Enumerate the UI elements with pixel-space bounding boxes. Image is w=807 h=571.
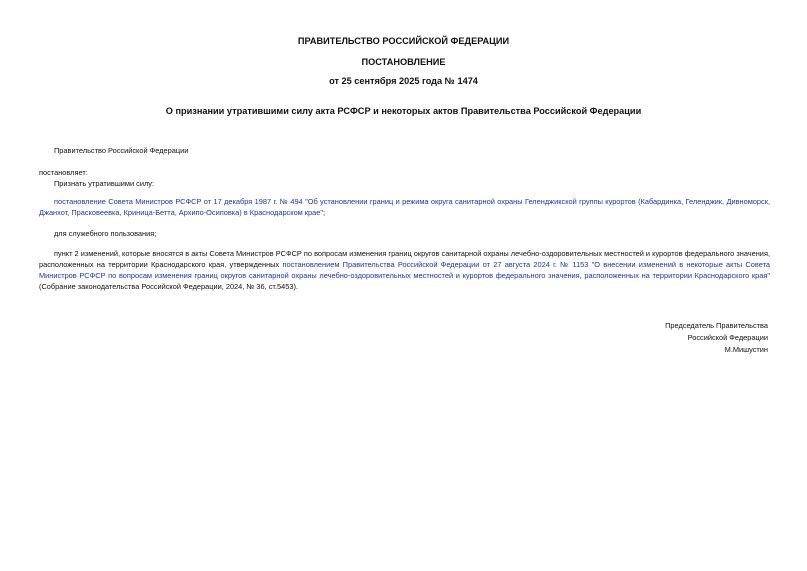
recognize-paragraph: Признать утратившими силу:: [54, 179, 155, 188]
item3-text: пункт 2 изменений, которые вносятся в акты Совета Министров РСФСР по вопросам изменения границ округов санитарной охраны лечебно-оздоровительных местностей и курортов федерального значения, расположенных на территории Краснодарского края, утвержденных: [39, 249, 770, 269]
item2-paragraph: для служебного пользования;: [54, 229, 157, 238]
item1-tail: ;: [323, 208, 326, 217]
decides-paragraph: постановляет:: [39, 168, 88, 177]
intro-paragraph: Правительство Российской Федерации: [54, 146, 189, 155]
doc-type-heading: ПОСТАНОВЛЕНИЕ: [361, 57, 446, 67]
item1-link[interactable]: постановление Совета Министров РСФСР от 17 декабря 1987 г. № 494 "Об установлении границ и режима округа санитарной охраны Геленджикской группы курортов (Кабардинка, Геленджик, Дивноморск, Джанхот, Прасковеевка, Криница-Бетта, Архипо-Осиповка) в Краснодарском крае": [39, 197, 770, 217]
item1-paragraph: [39, 196, 770, 218]
document-title: О признании утратившими силу акта РСФСР и некоторых актов Правительства Российской Федерации: [165, 106, 642, 116]
signature-org: Российской Федерации: [687, 333, 768, 342]
signature-name: М.Мишустин: [724, 345, 768, 354]
date-number-heading: от 25 сентября 2025 года № 1474: [329, 76, 478, 86]
signature-title: Председатель Правительства: [665, 321, 768, 330]
government-heading: ПРАВИТЕЛЬСТВО РОССИЙСКОЙ ФЕДЕРАЦИИ: [297, 36, 510, 46]
item3-paragraph: [39, 248, 770, 292]
item3-tail: (Собрание законодательства Российской Федерации, 2024, № 36, ст.5453).: [39, 282, 298, 291]
item3-link[interactable]: постановлением Правительства Российской Федерации от 27 августа 2024 г. № 1153 "О внесении изменений в некоторые акты Совета Министров РСФСР по вопросам изменения границ округов санитарной охраны лечебно-оздоровительных местностей и курортов федерального значения, расположенных на территории Краснодарского края": [39, 260, 770, 280]
